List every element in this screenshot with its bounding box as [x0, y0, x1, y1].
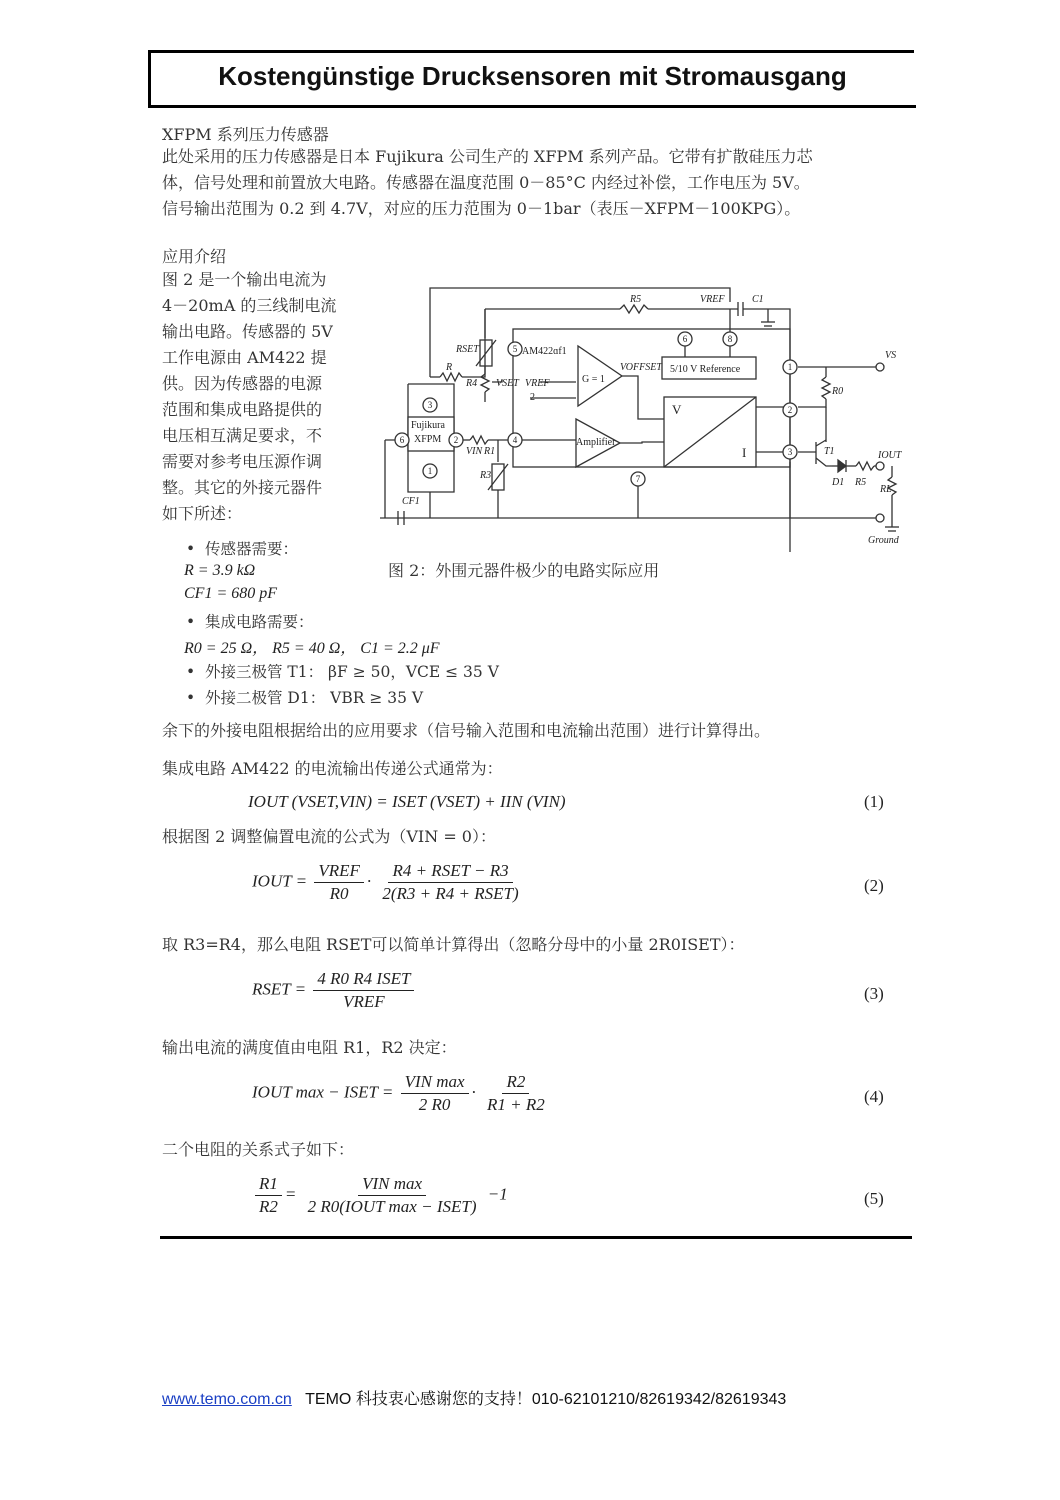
label-v: V [672, 402, 682, 417]
label-vref2: VREF [525, 378, 550, 389]
section-heading-application: 应用介绍 [162, 247, 227, 266]
equation-4: IOUT max − ISET = $\frac{\text{VIN max}}{2 R0}$ · $\frac{R2}{R1 + R2}$ [252, 1071, 552, 1116]
page-title: Kostengünstige Drucksensoren mit Stromausgang [218, 61, 847, 91]
bottom-rule [160, 1236, 912, 1239]
label-c1: C1 [752, 294, 764, 305]
footer [162, 1386, 786, 1409]
bullet-4: • 外接二极管 D1： VBR ≥ 35 V [186, 689, 424, 707]
eq3-num: 4 R0 R4 ISET [313, 968, 414, 991]
section1-line-2: 体，信号处理和前置放大电路。传感器在温度范围 0－85°C 内经过补偿，工作电压为 5V。 [162, 173, 810, 192]
eq4-f2-den: R1 + R2 [487, 1095, 545, 1114]
bullet-1-line-2: CF1 = 680 pF [184, 585, 278, 602]
label-r0: R0 [832, 386, 844, 397]
eq2-f2-num: R4 + RSET − R3 [388, 860, 512, 883]
body-p4: 取 R3=R4，那么电阻 RSET可以简单计算得出（忽略分母中的小量 2R0ISET）： [162, 935, 745, 954]
label-vref: VREF [700, 294, 725, 305]
equation-1: IOUT (VSET,VIN) = ISET (VSET) + IIN (VIN) [248, 792, 566, 811]
label-xfpm: XFPM [414, 434, 442, 445]
title-box [148, 50, 914, 108]
section2-line-5: 供。因为传感器的电源 [162, 374, 323, 393]
label-r4: R4 [466, 378, 478, 389]
equation-3 [252, 968, 417, 1013]
section2-line-6: 范围和集成电路提供的 [162, 400, 323, 419]
equation-2: IOUT = $\frac{\text{VREF}}{R0}$ · $\frac{\text{R4 + RSET − R3}}{\text{2(R3 + R4 + RSET)}}$ [252, 860, 526, 905]
circuit-diagram [380, 282, 920, 552]
eq2-fraction-2 [378, 860, 522, 905]
eq5-fraction-1 [304, 1173, 481, 1218]
label-r3: R3 [480, 470, 492, 481]
bullet-3: • 外接三极管 T1： βF ≥ 50，VCE ≤ 35 V [186, 663, 499, 681]
eq4-fraction-2 [483, 1071, 549, 1116]
body-p3: 根据图 2 调整偏置电流的公式为（VIN = 0）： [162, 827, 496, 846]
bullet-1-head: • 传感器需要： [186, 540, 299, 558]
eq4-lhs: IOUT max − ISET = [252, 1082, 394, 1102]
equation-3-number: (3) [864, 984, 884, 1003]
pin-4: 4 [512, 435, 518, 445]
eq2-lhs: IOUT = [252, 871, 308, 891]
label-cf1: CF1 [402, 496, 420, 507]
pin-2b: 2 [787, 405, 793, 415]
eq4-f1-den: 2 R0 [418, 1095, 451, 1114]
label-voffset: VOFFSET [620, 362, 662, 373]
label-two: 2 [530, 392, 535, 403]
equation-2-number: (2) [864, 876, 884, 895]
section2-line-4: 工作电源由 AM422 提 [162, 348, 327, 367]
equation-5-number: (5) [864, 1189, 884, 1208]
body-p6: 二个电阻的关系式子如下： [162, 1140, 355, 1159]
body-p1: 余下的外接电阻根据给出的应用要求（信号输入范围和电流输出范围）进行计算得出。 [162, 721, 771, 740]
section2-line-9: 整。其它的外接元器件 [162, 478, 323, 497]
eq5-tail: −1 [487, 1184, 508, 1204]
pin-3: 3 [427, 400, 433, 410]
section2-line-2: 4－20mA 的三线制电流 [162, 296, 337, 315]
bullet-4-text: 外接二极管 D1： VBR ≥ 35 V [205, 689, 424, 707]
footer-text: TEMO 科技衷心感谢您的支持！010-62101210/82619342/82619343 [305, 1391, 787, 1408]
pin-3b: 3 [787, 447, 793, 457]
section2-line-7: 电压相互满足要求，不 [162, 426, 323, 445]
pin-7: 7 [635, 474, 641, 484]
eq5-fraction-0 [255, 1173, 282, 1218]
eq5-f0-num: R1 [255, 1173, 282, 1196]
equation-5: $\frac{R1}{R2}$ = $\frac{\text{VIN max}}{\text{2 R0(IOUT max − ISET)}}$ −1 [252, 1173, 508, 1218]
eq2-f2-den: 2(R3 + R4 + RSET) [382, 884, 519, 903]
body-p2: 集成电路 AM422 的电流输出传递公式通常为： [162, 759, 503, 778]
bullet-2-text: 集成电路需要： [205, 613, 314, 631]
footer-link[interactable]: www.temo.com.cn [162, 1391, 292, 1408]
pin-1b: 1 [787, 362, 793, 372]
eq2-f1-den: R0 [329, 884, 349, 903]
title-underline [152, 105, 916, 108]
bullet-1-line-1: R = 3.9 kΩ [184, 562, 256, 579]
eq4-f1-num: VIN max [401, 1071, 469, 1094]
label-rl: RL [880, 484, 892, 495]
bullet-3-text: 外接三极管 T1： βF ≥ 50，VCE ≤ 35 V [205, 663, 499, 681]
section2-line-8: 需要对参考电压源作调 [162, 452, 323, 471]
label-r5b: R5 [855, 477, 867, 488]
label-i: I [742, 445, 747, 460]
pin-6a: 6 [399, 435, 405, 445]
bullet-2-line-1: R0 = 25 Ω， R5 = 40 Ω， C1 = 2.2 μF [184, 640, 440, 657]
section2-line-10: 如下所述： [162, 504, 243, 523]
pin-8: 8 [727, 334, 733, 344]
bullet-1-text: 传感器需要： [205, 540, 299, 558]
label-vset: VSET [496, 378, 519, 389]
label-vs: VS [885, 350, 897, 361]
figure-caption: 图 2：外围元器件极少的电路实际应用 [388, 561, 660, 580]
label-r1: R1 [484, 446, 496, 457]
eq2-fraction-1 [314, 860, 364, 905]
pin-6b: 6 [682, 334, 688, 344]
section1-line-3: 信号输出范围为 0.2 到 4.7V，对应的压力范围为 0－1bar（表压－XFPM－100KPG）。 [162, 199, 801, 218]
label-g1: G = 1 [582, 374, 605, 385]
pin-5: 5 [512, 344, 518, 354]
label-fujikura: Fujikura [411, 420, 445, 431]
label-r5: R5 [630, 294, 642, 305]
label-rset: RSET [456, 344, 479, 355]
section1-line-1: 此处采用的压力传感器是日本 Fujikura 公司生产的 XFPM 系列产品。它带有扩散硅压力芯 [162, 147, 813, 166]
equation-4-number: (4) [864, 1087, 884, 1106]
eq5-f0-den: R2 [259, 1197, 278, 1216]
eq4-f2-num: R2 [502, 1071, 529, 1094]
equation-1-number: (1) [864, 792, 884, 811]
bullet-2-head: • 集成电路需要： [186, 613, 314, 631]
label-t1: T1 [824, 446, 835, 457]
eq5-f1-den: 2 R0(IOUT max − ISET) [307, 1197, 477, 1216]
section-heading-xfpm: XFPM 系列压力传感器 [162, 125, 329, 144]
label-r: R [446, 362, 453, 373]
label-vin: VIN [466, 446, 483, 457]
pin-2a: 2 [453, 435, 459, 445]
label-reference: 5/10 V Reference [670, 364, 741, 375]
eq3-lhs: RSET = [252, 979, 307, 999]
eq2-f1-num: VREF [314, 860, 364, 883]
label-ground: Ground [868, 535, 899, 546]
label-am422: AM422ɑf1 [522, 346, 567, 357]
body-p5: 输出电流的满度值由电阻 R1，R2 决定： [162, 1038, 457, 1057]
eq3-fraction [313, 968, 414, 1013]
section2-line-1: 图 2 是一个输出电流为 [162, 270, 327, 289]
pin-1a: 1 [427, 466, 433, 476]
eq3-den: VREF [343, 992, 385, 1011]
label-d1: D1 [832, 477, 845, 488]
eq4-fraction-1 [401, 1071, 469, 1116]
section2-line-3: 输出电路。传感器的 5V [162, 322, 333, 341]
label-iout: IOUT [878, 450, 902, 461]
label-amplifier: Amplifier [576, 437, 616, 448]
eq5-f1-num: VIN max [358, 1173, 426, 1196]
